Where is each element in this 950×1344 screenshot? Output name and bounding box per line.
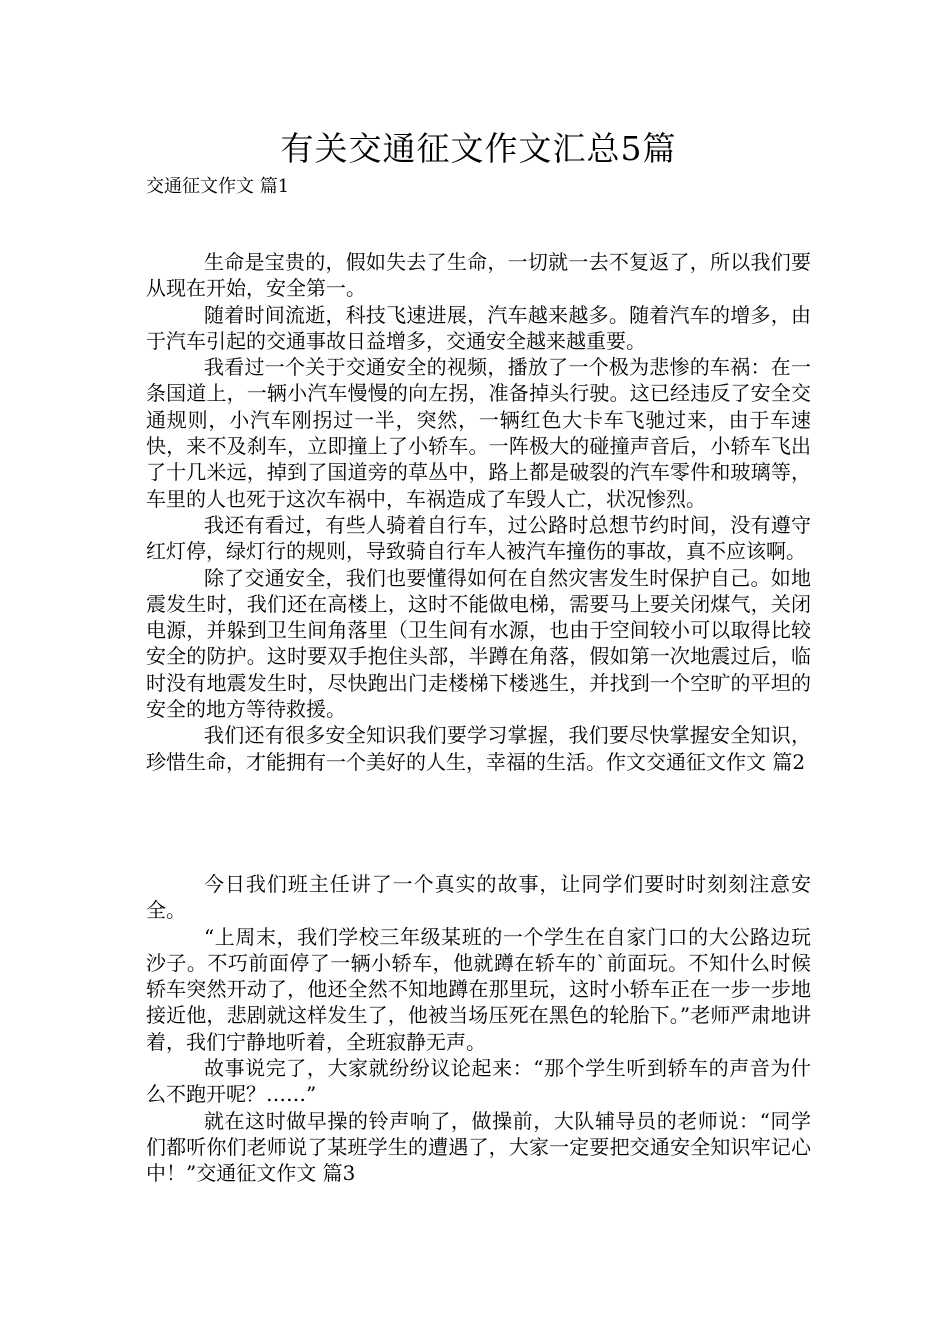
paragraph: “上周末，我们学校三年级某班的一个学生在自家门口的大公路边玩沙子。不巧前面停了一辆小轿车，他就蹲在轿车的`前面玩。不知什么时候轿车突然开动了，他还全然不知地蹲在那里玩，这时小轿车正在一步一步地接近他，悲剧就这样发生了，他被当场压死在黑色的轮胎下。”老师严肃地讲着，我们宁静地听着，全班寂静无声。	[146, 924, 811, 1054]
paragraph: 就在这时做早操的铃声响了，做操前，大队辅导员的老师说：“同学们都听你们老师说了某班学生的遭遇了，大家一定要把交通安全知识牢记心中！”交通征文作文 篇3	[146, 1108, 811, 1186]
paragraph: 随着时间流逝，科技飞速进展，汽车越来越多。随着汽车的增多，由于汽车引起的交通事故日益增多，交通安全越来越重要。	[146, 302, 811, 353]
document-title: 有关交通征文作文汇总5篇	[280, 129, 677, 168]
paragraph: 生命是宝贵的，假如失去了生命，一切就一去不复返了，所以我们要从现在开始，安全第一。	[146, 250, 811, 301]
paragraph: 除了交通安全，我们也要懂得如何在自然灾害发生时保护自己。如地震发生时，我们还在高楼上，这时不能做电梯，需要马上要关闭煤气，关闭电源，并躲到卫生间角落里（卫生间有水源，也由于空间较小可以取得比较安全的防护。这时要双手抱住头部，半蹲在角落，假如第一次地震过后，临时没有地震发生时，尽快跑出门走楼梯下楼逃生，并找到一个空旷的平坦的安全的地方等待救援。	[146, 565, 811, 722]
section-1-body	[146, 249, 811, 775]
section-2-body	[146, 871, 811, 1187]
paragraph: 故事说完了，大家就纷纷议论起来：“那个学生听到轿车的声音为什么不跑开呢？……”	[146, 1056, 811, 1107]
paragraph: 今日我们班主任讲了一个真实的故事，让同学们要时时刻刻注意安全。	[146, 872, 811, 923]
section-heading-1: 交通征文作文 篇1	[146, 176, 290, 197]
paragraph: 我还有看过，有些人骑着自行车，过公路时总想节约时间，没有遵守红灯停，绿灯行的规则，导致骑自行车人被汽车撞伤的事故，真不应该啊。	[146, 512, 811, 564]
paragraph: 我看过一个关于交通安全的视频，播放了一个极为悲惨的车祸：在一条国道上，一辆小汽车慢慢的向左拐，准备掉头行驶。这已经违反了安全交通规则，小汽车刚拐过一半，突然，一辆红色大卡车飞驰过来，由于车速快，来不及刹车，立即撞上了小轿车。一阵极大的碰撞声音后，小轿车飞出了十几米远，掉到了国道旁的草丛中，路上都是破裂的汽车零件和玻璃等，车里的人也死于这次车祸中，车祸造成了车毁人亡，状况惨烈。	[146, 355, 811, 511]
paragraph: 我们还有很多安全知识我们要学习掌握，我们要尽快掌握安全知识，珍惜生命，才能拥有一个美好的人生，幸福的生活。作文交通征文作文 篇2	[146, 723, 811, 774]
